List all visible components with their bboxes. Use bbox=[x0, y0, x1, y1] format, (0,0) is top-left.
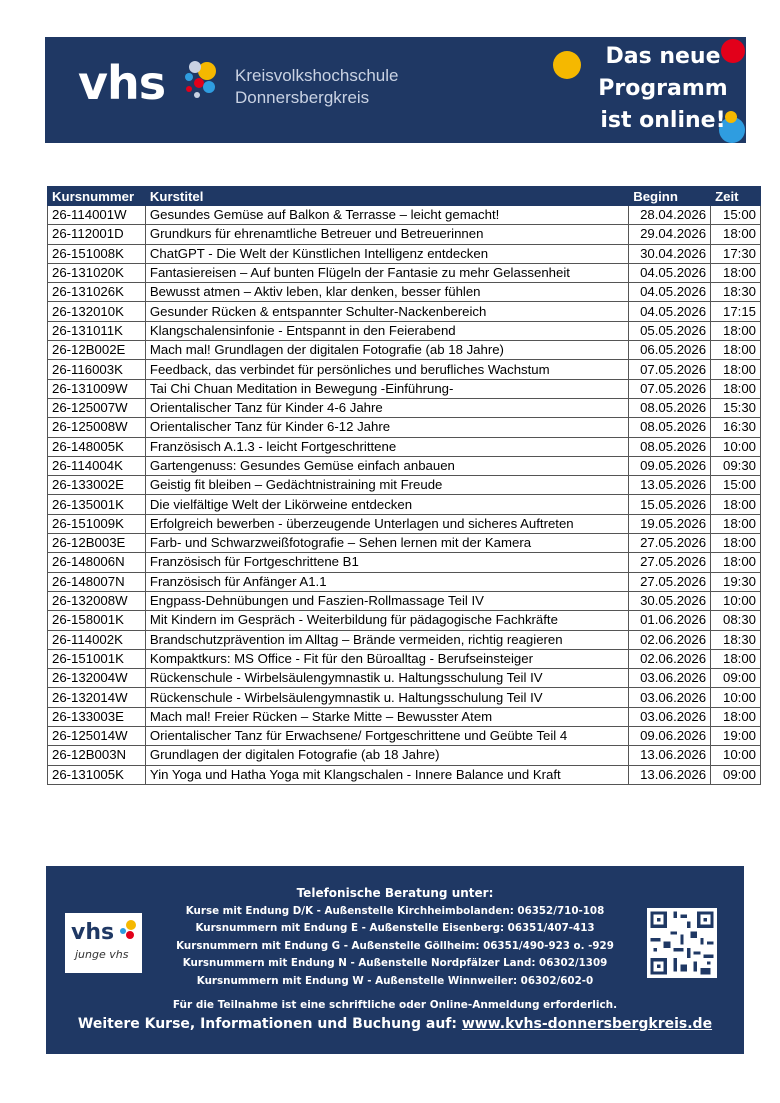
course-number: 26-114004K bbox=[48, 456, 146, 475]
course-start: 29.04.2026 bbox=[629, 225, 711, 244]
course-title: Mach mal! Freier Rücken – Starke Mitte – Bewusster Atem bbox=[145, 707, 628, 726]
course-number: 26-151009K bbox=[48, 514, 146, 533]
course-number: 26-131020K bbox=[48, 263, 146, 282]
course-start: 03.06.2026 bbox=[629, 707, 711, 726]
course-start: 27.05.2026 bbox=[629, 534, 711, 553]
footer-line: Kursnummern mit Endung G - Außenstelle Göllheim: 06351/490-923 o. -929 bbox=[176, 939, 614, 952]
logo-dots-icon bbox=[167, 53, 227, 113]
course-time: 18:00 bbox=[711, 495, 761, 514]
table-row bbox=[48, 649, 761, 668]
course-number: 26-116003K bbox=[48, 360, 146, 379]
course-start: 03.06.2026 bbox=[629, 669, 711, 688]
table-row bbox=[48, 553, 761, 572]
table-row bbox=[48, 707, 761, 726]
course-title: Mit Kindern im Gespräch - Weiterbildung für pädagogische Fachkräfte bbox=[145, 611, 628, 630]
course-title: Französisch A.1.3 - leicht Fortgeschrittene bbox=[145, 437, 628, 456]
course-table bbox=[47, 186, 761, 785]
course-number: 26-148007N bbox=[48, 572, 146, 591]
course-title: Erfolgreich bewerben - überzeugende Unterlagen und sicheres Auftreten bbox=[145, 514, 628, 533]
course-number: 26-12B003E bbox=[48, 534, 146, 553]
org-name bbox=[235, 65, 398, 109]
course-title: Grundlagen der digitalen Fotografie (ab 18 Jahre) bbox=[145, 746, 628, 765]
table-row bbox=[48, 341, 761, 360]
table-row bbox=[48, 206, 761, 225]
course-start: 03.06.2026 bbox=[629, 688, 711, 707]
table-row bbox=[48, 765, 761, 784]
course-time: 19:00 bbox=[711, 727, 761, 746]
course-start: 13.06.2026 bbox=[629, 765, 711, 784]
course-number: 26-148005K bbox=[48, 437, 146, 456]
course-time: 18:00 bbox=[711, 341, 761, 360]
course-time: 18:30 bbox=[711, 630, 761, 649]
course-time: 09:30 bbox=[711, 456, 761, 475]
course-number: 26-125008W bbox=[48, 418, 146, 437]
table-row bbox=[48, 534, 761, 553]
course-time: 10:00 bbox=[711, 437, 761, 456]
course-number: 26-148006N bbox=[48, 553, 146, 572]
course-time: 18:00 bbox=[711, 225, 761, 244]
promo-badge bbox=[553, 37, 746, 143]
course-title: Mach mal! Grundlagen der digitalen Fotografie (ab 18 Jahre) bbox=[145, 341, 628, 360]
course-number: 26-114001W bbox=[48, 206, 146, 225]
table-row bbox=[48, 572, 761, 591]
qr-code-icon bbox=[647, 908, 717, 978]
more-info bbox=[46, 1016, 744, 1032]
course-number: 26-131011K bbox=[48, 321, 146, 340]
course-time: 15:30 bbox=[711, 398, 761, 417]
table-row bbox=[48, 514, 761, 533]
promo-line-3: ist online! bbox=[600, 108, 726, 133]
course-number: 26-133003E bbox=[48, 707, 146, 726]
course-title: Farb- und Schwarzweißfotografie – Sehen lernen mit der Kamera bbox=[145, 534, 628, 553]
course-title: Grundkurs für ehrenamtliche Betreuer und Betreuerinnen bbox=[145, 225, 628, 244]
promo-text bbox=[583, 41, 743, 137]
course-time: 18:00 bbox=[711, 707, 761, 726]
course-start: 30.05.2026 bbox=[629, 591, 711, 610]
yellow-dot-icon bbox=[553, 51, 581, 79]
table-row bbox=[48, 302, 761, 321]
course-number: 26-131005K bbox=[48, 765, 146, 784]
table-row bbox=[48, 727, 761, 746]
course-title: Feedback, das verbindet für persönliches und berufliches Wachstum bbox=[145, 360, 628, 379]
table-header-row bbox=[48, 187, 761, 206]
course-time: 09:00 bbox=[711, 669, 761, 688]
junge-vhs-subtitle: junge vhs bbox=[75, 948, 129, 961]
course-title: Französisch für Fortgeschrittene B1 bbox=[145, 553, 628, 572]
course-number: 26-158001K bbox=[48, 611, 146, 630]
course-start: 19.05.2026 bbox=[629, 514, 711, 533]
course-title: Orientalischer Tanz für Kinder 4-6 Jahre bbox=[145, 398, 628, 417]
course-time: 15:00 bbox=[711, 476, 761, 495]
course-start: 09.06.2026 bbox=[629, 727, 711, 746]
footer-line: Kursnummern mit Endung W - Außenstelle Winnweiler: 06302/602-0 bbox=[196, 974, 594, 987]
course-start: 07.05.2026 bbox=[629, 360, 711, 379]
course-number: 26-12B002E bbox=[48, 341, 146, 360]
org-line-2: Donnersbergkreis bbox=[235, 88, 370, 107]
course-time: 19:30 bbox=[711, 572, 761, 591]
course-time: 10:00 bbox=[711, 746, 761, 765]
promo-line-1: Das neue bbox=[605, 44, 721, 69]
course-start: 08.05.2026 bbox=[629, 437, 711, 456]
footer-contact-lines bbox=[156, 903, 634, 990]
course-title: Rückenschule - Wirbelsäulengymnastik u. Haltungsschulung Teil IV bbox=[145, 669, 628, 688]
course-time: 09:00 bbox=[711, 765, 761, 784]
course-time: 18:30 bbox=[711, 283, 761, 302]
table-row bbox=[48, 225, 761, 244]
table-row bbox=[48, 630, 761, 649]
footer-title: Telefonische Beratung unter: bbox=[296, 886, 494, 900]
table-row bbox=[48, 321, 761, 340]
course-number: 26-132004W bbox=[48, 669, 146, 688]
promo-line-2: Programm bbox=[598, 76, 728, 101]
course-start: 13.06.2026 bbox=[629, 746, 711, 765]
course-start: 15.05.2026 bbox=[629, 495, 711, 514]
course-start: 08.05.2026 bbox=[629, 418, 711, 437]
table-row bbox=[48, 591, 761, 610]
course-title: Brandschutzprävention im Alltag – Brände vermeiden, richtig reagieren bbox=[145, 630, 628, 649]
course-number: 26-112001D bbox=[48, 225, 146, 244]
header-kursnummer: Kursnummer bbox=[48, 187, 146, 206]
footer-line: Kursnummern mit Endung E - Außenstelle Eisenberg: 06351/407-413 bbox=[195, 922, 595, 935]
course-number: 26-135001K bbox=[48, 495, 146, 514]
course-number: 26-114002K bbox=[48, 630, 146, 649]
course-number: 26-132014W bbox=[48, 688, 146, 707]
junge-vhs-logo-text: vhs bbox=[71, 920, 115, 945]
course-time: 18:00 bbox=[711, 514, 761, 533]
course-number: 26-12B003N bbox=[48, 746, 146, 765]
course-start: 28.04.2026 bbox=[629, 206, 711, 225]
table-row bbox=[48, 476, 761, 495]
header-kurstitel: Kurstitel bbox=[145, 187, 628, 206]
table-row bbox=[48, 688, 761, 707]
course-title: Klangschalensinfonie - Entspannt in den Feierabend bbox=[145, 321, 628, 340]
course-start: 27.05.2026 bbox=[629, 572, 711, 591]
course-title: Fantasiereisen – Auf bunten Flügeln der Fantasie zu mehr Gelassenheit bbox=[145, 263, 628, 282]
course-number: 26-131026K bbox=[48, 283, 146, 302]
course-time: 18:00 bbox=[711, 379, 761, 398]
course-number: 26-125007W bbox=[48, 398, 146, 417]
vhs-logo: vhs bbox=[78, 56, 166, 110]
table-row bbox=[48, 437, 761, 456]
course-number: 26-151008K bbox=[48, 244, 146, 263]
table-row bbox=[48, 379, 761, 398]
course-start: 04.05.2026 bbox=[629, 302, 711, 321]
footer-contact bbox=[46, 866, 744, 1054]
course-number: 26-131009W bbox=[48, 379, 146, 398]
course-start: 02.06.2026 bbox=[629, 649, 711, 668]
course-number: 26-151001K bbox=[48, 649, 146, 668]
table-row bbox=[48, 283, 761, 302]
course-time: 18:00 bbox=[711, 534, 761, 553]
course-title: ChatGPT - Die Welt der Künstlichen Intelligenz entdecken bbox=[145, 244, 628, 263]
course-start: 13.05.2026 bbox=[629, 476, 711, 495]
org-line-1: Kreisvolkshochschule bbox=[235, 66, 399, 85]
table-row bbox=[48, 456, 761, 475]
table-row bbox=[48, 244, 761, 263]
footer-line: Kurse mit Endung D/K - Außenstelle Kirchheimbolanden: 06352/710-108 bbox=[185, 905, 605, 917]
course-start: 30.04.2026 bbox=[629, 244, 711, 263]
course-time: 18:00 bbox=[711, 360, 761, 379]
course-time: 16:30 bbox=[711, 418, 761, 437]
header-banner bbox=[45, 37, 746, 143]
course-title: Die vielfältige Welt der Likörweine entdecken bbox=[145, 495, 628, 514]
course-start: 06.05.2026 bbox=[629, 341, 711, 360]
course-start: 02.06.2026 bbox=[629, 630, 711, 649]
course-title: Französisch für Anfänger A1.1 bbox=[145, 572, 628, 591]
course-start: 04.05.2026 bbox=[629, 263, 711, 282]
table-row bbox=[48, 360, 761, 379]
course-title: Gartengenuss: Gesundes Gemüse einfach anbauen bbox=[145, 456, 628, 475]
course-title: Bewusst atmen – Aktiv leben, klar denken, besser fühlen bbox=[145, 283, 628, 302]
footer-line: Kursnummern mit Endung N - Außenstelle Nordpfälzer Land: 06302/1309 bbox=[182, 957, 608, 970]
table-row bbox=[48, 398, 761, 417]
course-start: 05.05.2026 bbox=[629, 321, 711, 340]
website-link[interactable]: www.kvhs-donnersbergkreis.de bbox=[461, 1016, 713, 1032]
header-zeit: Zeit bbox=[711, 187, 761, 206]
course-title: Tai Chi Chuan Meditation in Bewegung -Einführung- bbox=[145, 379, 628, 398]
course-time: 17:30 bbox=[711, 244, 761, 263]
course-time: 15:00 bbox=[711, 206, 761, 225]
course-start: 27.05.2026 bbox=[629, 553, 711, 572]
course-number: 26-132008W bbox=[48, 591, 146, 610]
course-title: Rückenschule - Wirbelsäulengymnastik u. Haltungsschulung Teil IV bbox=[145, 688, 628, 707]
table-row bbox=[48, 669, 761, 688]
table-row bbox=[48, 263, 761, 282]
course-time: 10:00 bbox=[711, 591, 761, 610]
course-number: 26-125014W bbox=[48, 727, 146, 746]
table-row bbox=[48, 418, 761, 437]
course-time: 08:30 bbox=[711, 611, 761, 630]
course-time: 18:00 bbox=[711, 553, 761, 572]
course-title: Orientalischer Tanz für Kinder 6-12 Jahre bbox=[145, 418, 628, 437]
course-time: 17:15 bbox=[711, 302, 761, 321]
course-start: 09.05.2026 bbox=[629, 456, 711, 475]
course-title: Engpass-Dehnübungen und Faszien-Rollmassage Teil IV bbox=[145, 591, 628, 610]
more-info-text: Weitere Kurse, Informationen und Buchung auf: bbox=[77, 1016, 462, 1032]
course-time: 18:00 bbox=[711, 649, 761, 668]
course-start: 01.06.2026 bbox=[629, 611, 711, 630]
course-time: 18:00 bbox=[711, 321, 761, 340]
header-beginn: Beginn bbox=[629, 187, 711, 206]
course-title: Yin Yoga und Hatha Yoga mit Klangschalen - Innere Balance und Kraft bbox=[145, 765, 628, 784]
junge-vhs-logo bbox=[65, 913, 142, 973]
course-title: Geistig fit bleiben – Gedächtnistraining mit Freude bbox=[145, 476, 628, 495]
course-start: 04.05.2026 bbox=[629, 283, 711, 302]
course-start: 07.05.2026 bbox=[629, 379, 711, 398]
course-title: Gesundes Gemüse auf Balkon & Terrasse – leicht gemacht! bbox=[145, 206, 628, 225]
course-number: 26-132010K bbox=[48, 302, 146, 321]
course-title: Kompaktkurs: MS Office - Fit für den Büroalltag - Berufseinsteiger bbox=[145, 649, 628, 668]
registration-note: Für die Teilnahme ist eine schriftliche oder Online-Anmeldung erforderlich. bbox=[172, 999, 618, 1011]
course-table-body bbox=[48, 206, 761, 785]
junge-vhs-dots-icon bbox=[115, 919, 139, 943]
table-row bbox=[48, 746, 761, 765]
course-start: 08.05.2026 bbox=[629, 398, 711, 417]
table-row bbox=[48, 611, 761, 630]
course-title: Gesunder Rücken & entspannter Schulter-Nackenbereich bbox=[145, 302, 628, 321]
table-row bbox=[48, 495, 761, 514]
course-time: 10:00 bbox=[711, 688, 761, 707]
course-time: 18:00 bbox=[711, 263, 761, 282]
course-title: Orientalischer Tanz für Erwachsene/ Fortgeschrittene und Geübte Teil 4 bbox=[145, 727, 628, 746]
course-number: 26-133002E bbox=[48, 476, 146, 495]
